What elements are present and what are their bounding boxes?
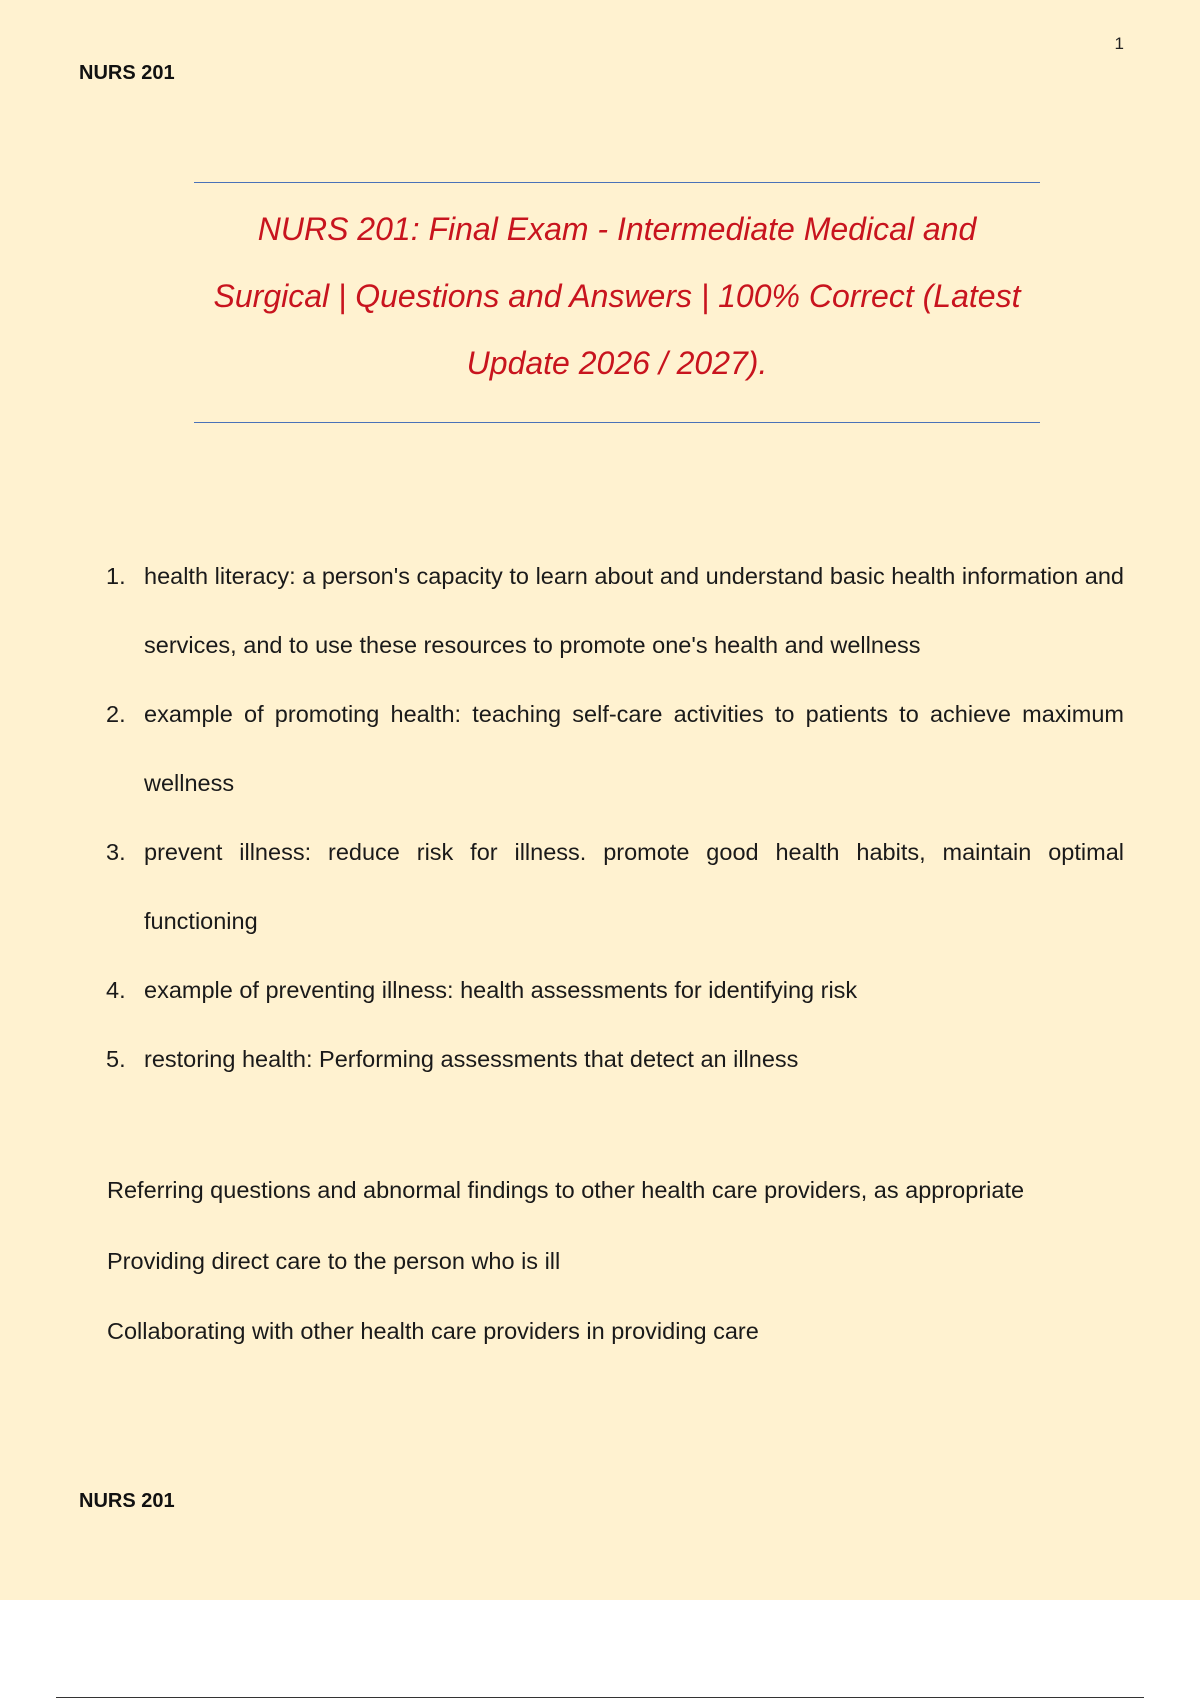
item-number: 5. xyxy=(106,1046,126,1072)
paragraph-referring: Referring questions and abnormal findings to other health care providers, as appropriate xyxy=(107,1177,1025,1203)
list-item xyxy=(106,542,1124,680)
list-item xyxy=(106,956,1124,1025)
question-list xyxy=(106,542,1124,1094)
title-line-3: Update 2026 / 2027). xyxy=(466,345,768,381)
item-text: restoring health: Performing assessments that detect an illness xyxy=(144,1046,799,1072)
title-line-1: NURS 201: Final Exam - Intermediate Medical and xyxy=(257,211,977,247)
list-item xyxy=(106,818,1124,956)
title-bottom-rule xyxy=(194,422,1040,423)
paragraph-direct-care: Providing direct care to the person who is ill xyxy=(107,1248,561,1274)
list-item xyxy=(106,1025,1124,1094)
item-text: example of preventing illness: health assessments for identifying risk xyxy=(144,977,858,1003)
item-text: prevent illness: reduce risk for illness. promote good health habits, maintain optimal functioning xyxy=(144,839,1124,934)
item-number: 3. xyxy=(106,839,126,865)
document-title xyxy=(170,196,1064,397)
header-course-code: NURS 201 xyxy=(79,62,175,84)
footer-course-code: NURS 201 xyxy=(79,1490,175,1512)
title-top-rule xyxy=(194,182,1040,183)
item-number: 4. xyxy=(106,977,126,1003)
item-text: health literacy: a person's capacity to learn about and understand basic health information and services, and to use these resources to promote one's health and wellness xyxy=(144,563,1124,658)
item-number: 1. xyxy=(106,563,126,589)
next-page-rule xyxy=(56,1697,1144,1698)
paragraph-collaborating: Collaborating with other health care providers in providing care xyxy=(107,1318,759,1344)
item-number: 2. xyxy=(106,701,126,727)
page-number: 1 xyxy=(1114,34,1124,53)
item-text: example of promoting health: teaching self-care activities to patients to achieve maximum wellness xyxy=(144,701,1124,796)
list-item xyxy=(106,680,1124,818)
title-line-2: Surgical | Questions and Answers | 100% Correct (Latest xyxy=(213,278,1021,314)
